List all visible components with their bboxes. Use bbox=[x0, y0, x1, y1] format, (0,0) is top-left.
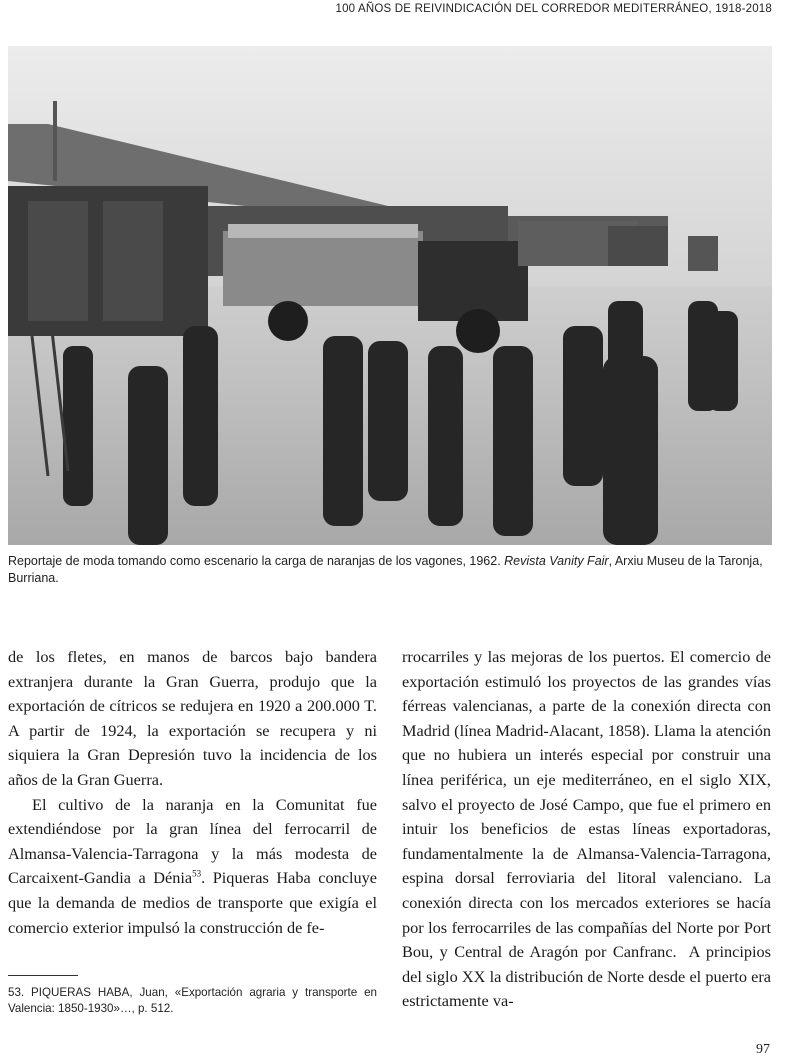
caption-archive: , Arxiu Museu de la Taronja, Burriana. bbox=[8, 554, 763, 585]
footnote: 53. PIQUERAS HABA, Juan, «Exportación agraria y transporte en Valencia: 1850-1930»…, p. 512. bbox=[8, 986, 377, 1015]
photo-illustration bbox=[8, 46, 772, 545]
paragraph-text: El cultivo de la naranja en la Comunitat fue extendiéndose por la gran línea del ferrocarril de Almansa-Valencia-Tarragona y la más modesta de Carcaixent-Gandia a Dénia bbox=[8, 794, 377, 888]
running-header: 100 AÑOS DE REIVINDICACIÓN DEL CORREDOR MEDITERRÁNEO, 1918-2018 bbox=[335, 3, 772, 15]
figure-caption bbox=[8, 553, 772, 586]
footnote-ref[interactable]: 53 bbox=[192, 868, 202, 879]
paragraph-continued: rrocarriles y las mejoras de los puertos. El comercio de exportación estimuló los proyectos de las grandes vías férreas valencianas, a parte de la conexión directa con Madrid (línea Madrid-Alacant, 1858). Llama la atención que no hubiera un interés especial por construir una línea periférica, un eje mediterráneo, en el siglo XIX, salvo el proyecto de José Campo, que fue el primero en intuir los beneficios de estas líneas exportadoras, fundamentalmente la de Almansa-Valencia-Tarragona, espina dorsal ferroviaria del litoral valenciano. La conexión directa con los mercados exteriores se hacía por los ferrocarriles de las compañías del Norte por Port Bou, y Central de Aragón por Canfranc. A principios del siglo XX la distribución de Norte desde el puerto era estrictamente va- bbox=[402, 647, 771, 1011]
page-number: 97 bbox=[756, 1042, 770, 1057]
footnote-rule bbox=[8, 975, 78, 976]
text-column-left bbox=[8, 645, 377, 940]
caption-source: Revista Vanity Fair bbox=[504, 554, 609, 568]
text-column-right bbox=[402, 645, 771, 1014]
paragraph-part bbox=[8, 793, 377, 941]
paragraph-text: . Piqueras Haba concluye que la demanda de medios de transporte que exigía el comercio exterior impulsó la construcción de fe- bbox=[8, 868, 377, 937]
caption-text: Reportaje de moda tomando como escenario la carga de naranjas de los vagones, 1962. bbox=[8, 554, 505, 568]
paragraph: de los fletes, en manos de barcos bajo bandera extranjera durante la Gran Guerra, produjo que la exportación de cítricos se redujera en 1920 a 200.000 T. A partir de 1924, la exportación se recupera y ni siquiera la Gran Depresión tuvo la incidencia de los años de la Gran Guerra. bbox=[8, 647, 377, 789]
utility-pole bbox=[53, 101, 57, 181]
figure-photo bbox=[8, 46, 772, 545]
truck-cab bbox=[418, 241, 528, 321]
truck-cargo bbox=[223, 231, 423, 306]
